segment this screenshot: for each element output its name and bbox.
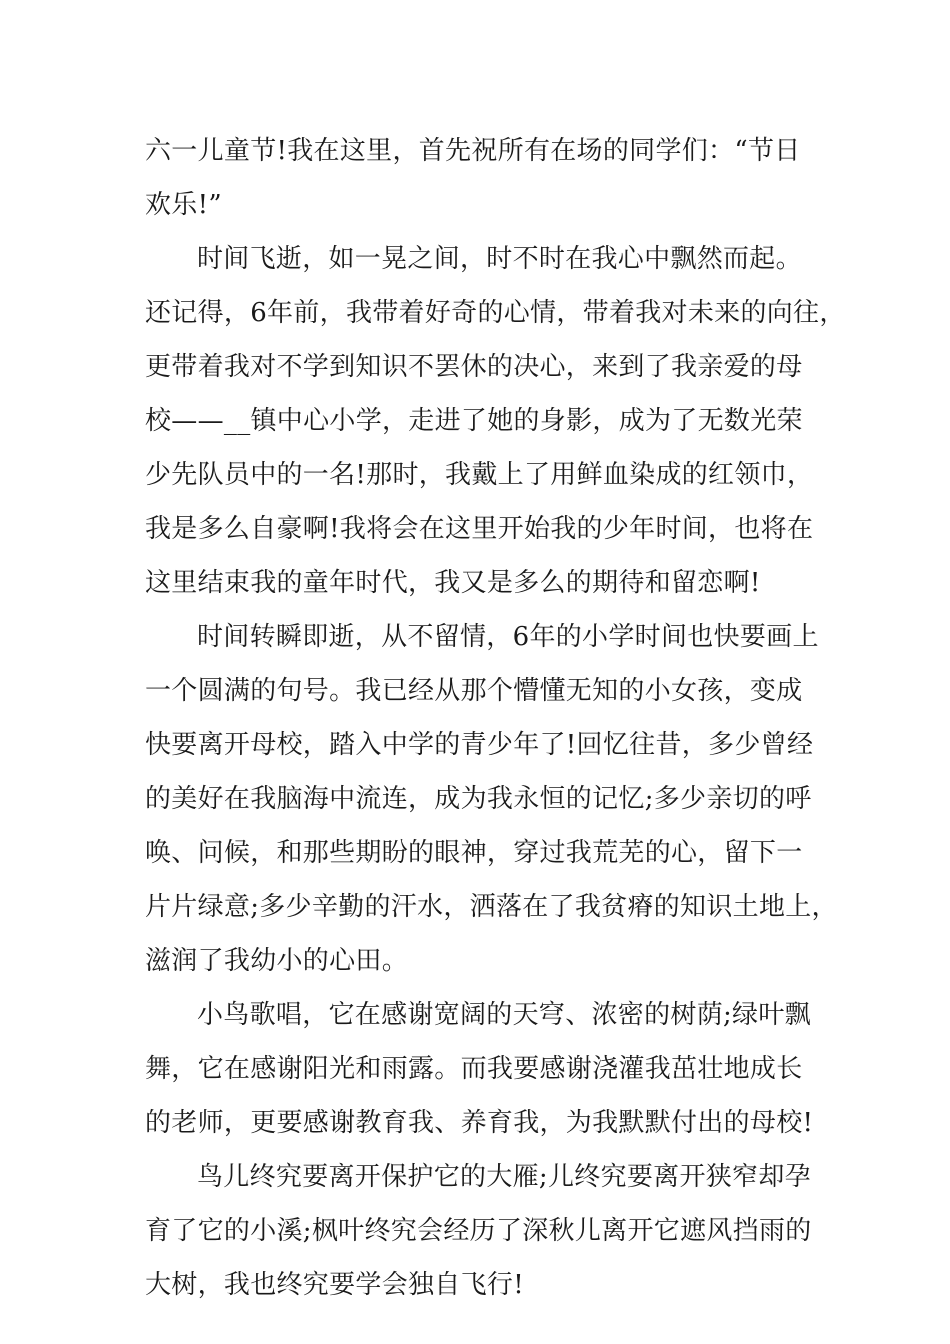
text-line: 的老师，更要感谢教育我、养育我，为我默默付出的母校! xyxy=(145,1108,814,1138)
text-line: 少先队员中的一名!那时，我戴上了用鲜血染成的红领巾， xyxy=(145,460,814,490)
text-line: 快要离开母校，踏入中学的青少年了!回忆往昔，多少曾经 xyxy=(145,730,814,760)
text-line: 片片绿意;多少辛勤的汗水，洒落在了我贫瘠的知识土地上， xyxy=(145,892,838,922)
text-line: 这里结束我的童年时代，我又是多么的期待和留恋啊! xyxy=(145,568,761,598)
paragraph-1 xyxy=(145,124,815,232)
text-line: 更带着我对不学到知识不罢休的决心，来到了我亲爱的母 xyxy=(145,352,803,382)
text-line: 小鸟歌唱，它在感谢宽阔的天穹、浓密的树荫;绿叶飘 xyxy=(197,1000,811,1030)
text-line: 一个圆满的句号。我已经从那个懵懂无知的小女孩，变成 xyxy=(145,676,803,706)
text-line: 大树，我也终究要学会独自飞行! xyxy=(145,1270,524,1300)
text-line: 育了它的小溪;枫叶终究会经历了深秋儿离开它遮风挡雨的 xyxy=(145,1216,812,1246)
text-line: 滋润了我幼小的心田。 xyxy=(145,946,409,976)
text-line: 我是多么自豪啊!我将会在这里开始我的少年时间，也将在 xyxy=(145,514,814,544)
text-line: 校——__镇中心小学，走进了她的身影，成为了无数光荣 xyxy=(145,406,803,436)
paragraph-3 xyxy=(145,610,838,988)
text-line: 唤、问候，和那些期盼的眼神，穿过我荒芜的心，留下一 xyxy=(145,838,803,868)
text-line: 鸟儿终究要离开保护它的大雁;儿终究要离开狭窄却孕 xyxy=(197,1162,811,1192)
text-line: 时间飞逝，如一晃之间，时不时在我心中飘然而起。 xyxy=(197,244,802,274)
document-body xyxy=(145,124,846,1312)
text-line: 六一儿童节!我在这里，首先祝所有在场的同学们：“节日 xyxy=(145,136,801,166)
text-line: 舞，它在感谢阳光和雨露。而我要感谢浇灌我茁壮地成长 xyxy=(145,1054,803,1084)
paragraph-5 xyxy=(145,1150,815,1312)
text-line: 时间转瞬即逝，从不留情，6年的小学时间也快要画上 xyxy=(197,622,819,652)
paragraph-4 xyxy=(145,988,815,1150)
text-line: 还记得，6年前，我带着好奇的心情，带着我对未来的向往， xyxy=(145,298,846,328)
text-line: 的美好在我脑海中流连，成为我永恒的记忆;多少亲切的呼 xyxy=(145,784,812,814)
text-line: 欢乐!” xyxy=(145,190,222,220)
paragraph-2 xyxy=(145,232,846,610)
